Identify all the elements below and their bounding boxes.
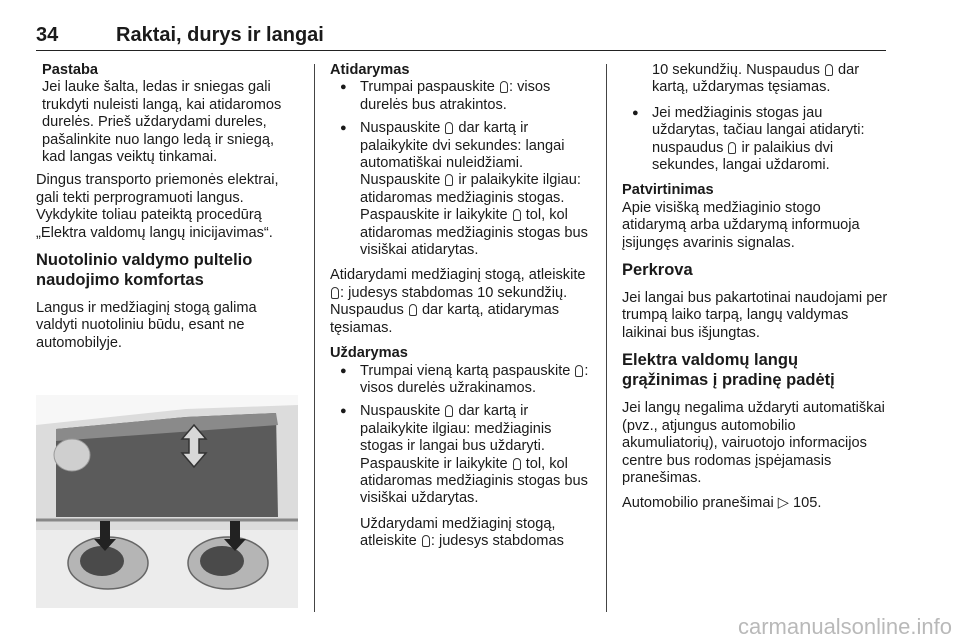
remote-key-illustration	[36, 395, 298, 608]
paragraph-messages: Automobilio pranešimai ▷ 105.	[622, 495, 822, 512]
lock-key-icon	[728, 142, 736, 154]
page-header	[36, 24, 886, 52]
list-item: ● Jei medžiaginis stogas jau uždarytas, tačiau langai atidaryti: nuspaudus ir palaikius dvi sekundes, langai uždaromi.	[622, 105, 888, 175]
subheading-open: Atidarymas	[330, 62, 410, 78]
unlock-key-icon	[409, 304, 417, 316]
list-item: ● Nuspauskite dar kartą ir palaikykite dvi sekundes: langai automatiškai nuleidžiami. Nuspauskite ir palaikykite ilgiau: atidaromas medžiaginis stogas. Paspauskite ir laikykite tol, kol atidaromas medžiaginis stogas bus visiškai atidarytas.	[330, 120, 596, 259]
lock-key-icon	[445, 405, 453, 417]
list-item: ● Nuspauskite dar kartą ir palaikykite ilgiau: medžiaginis stogas ir langai bus uždaryti. Paspauskite ir laikykite tol, kol atidaromas medžiaginis stogas bus visiškai uždarytas.	[330, 403, 596, 507]
watermark: carmanualsonline.info	[737, 614, 952, 639]
close-continuation-2: 10 sekundžių. Nuspaudus dar kartą, uždarymas tęsiamas.	[652, 62, 860, 96]
paragraph-remote: Langus ir medžiaginį stogą galima valdyti nuotoliniu būdu, esant ne automobilyje.	[36, 300, 257, 351]
lock-key-icon	[513, 458, 521, 470]
column-2	[330, 62, 596, 551]
note-text: Jei lauke šalta, ledas ir sniegas gali trukdyti nuleisti langą, kai atidaromos durelės. Prieš uždarydami dureles, pašalinkite nuo lango ledą ir sniegą, kad langas veiktų tinkamai.	[42, 79, 282, 166]
close-list-2	[622, 105, 888, 175]
paragraph-overload: Jei langai bus pakartotinai naudojami per trumpą laiko tarpą, langų valdymas laikinai bus išjungtas.	[622, 290, 888, 341]
column-divider-1	[314, 64, 315, 612]
unlock-key-icon	[500, 81, 508, 93]
unlock-key-icon	[445, 174, 453, 186]
note-title: Pastaba	[42, 62, 98, 78]
unlock-key-icon	[445, 122, 453, 134]
open-list	[330, 79, 596, 259]
page-reference-link[interactable]: 105.	[793, 495, 822, 512]
unlock-key-icon	[513, 209, 521, 221]
list-item: ● Trumpai vieną kartą paspauskite : visos durelės užrakinamos.	[330, 363, 596, 398]
paragraph-reprogram: Dingus transporto priemonės elektrai, gali tekti perprogramuoti langus. Vykdykite toliau pateiktą procedūrą „Elektra valdomų langų inicijavimas“.	[36, 172, 279, 241]
close-continuation: Uždarydami medžiaginį stogą, atleiskite : judesys stabdomas	[360, 515, 564, 550]
subheading-confirm: Patvirtinimas	[622, 182, 714, 199]
column-1	[36, 62, 300, 360]
paragraph-open-release: Atidarydami medžiaginį stogą, atleiskite : judesys stabdomas 10 sekundžių. Nuspaudus dar kartą, atidarymas tęsiamas.	[330, 267, 586, 336]
section-heading-overload: Perkrova	[622, 261, 693, 280]
header-rule	[36, 50, 886, 51]
lock-key-icon	[422, 535, 430, 547]
unlock-key-icon	[331, 287, 339, 299]
page-number: 34	[36, 24, 59, 46]
column-3	[622, 62, 888, 521]
note-box	[36, 62, 300, 166]
section-heading-remote: Nuotolinio valdymo pultelio naudojimo komfortas	[36, 251, 253, 290]
close-list	[330, 363, 596, 508]
list-item: ● Trumpai paspauskite : visos durelės bus atrakintos.	[330, 79, 596, 114]
lock-key-icon	[825, 64, 833, 76]
lock-key-icon	[575, 365, 583, 377]
paragraph-confirm: Apie visišką medžiaginio stogo atidarymą arba uždarymą informuoja įsijungęs avarinis signalas.	[622, 199, 860, 251]
subheading-close: Uždarymas	[330, 345, 408, 362]
paragraph-reset: Jei langų negalima uždaryti automatiškai (pvz., atjungus automobilio akumuliatorių), vairuotojo informacijos centre bus rodomas įspėjamasis pranešimas.	[622, 400, 885, 486]
page-reference-arrow-icon: ▷	[777, 495, 789, 512]
column-divider-2	[606, 64, 607, 612]
section-heading-reset: Elektra valdomų langų grąžinimas į pradinę padėtį	[622, 351, 835, 390]
page-title: Raktai, durys ir langai	[116, 24, 324, 46]
